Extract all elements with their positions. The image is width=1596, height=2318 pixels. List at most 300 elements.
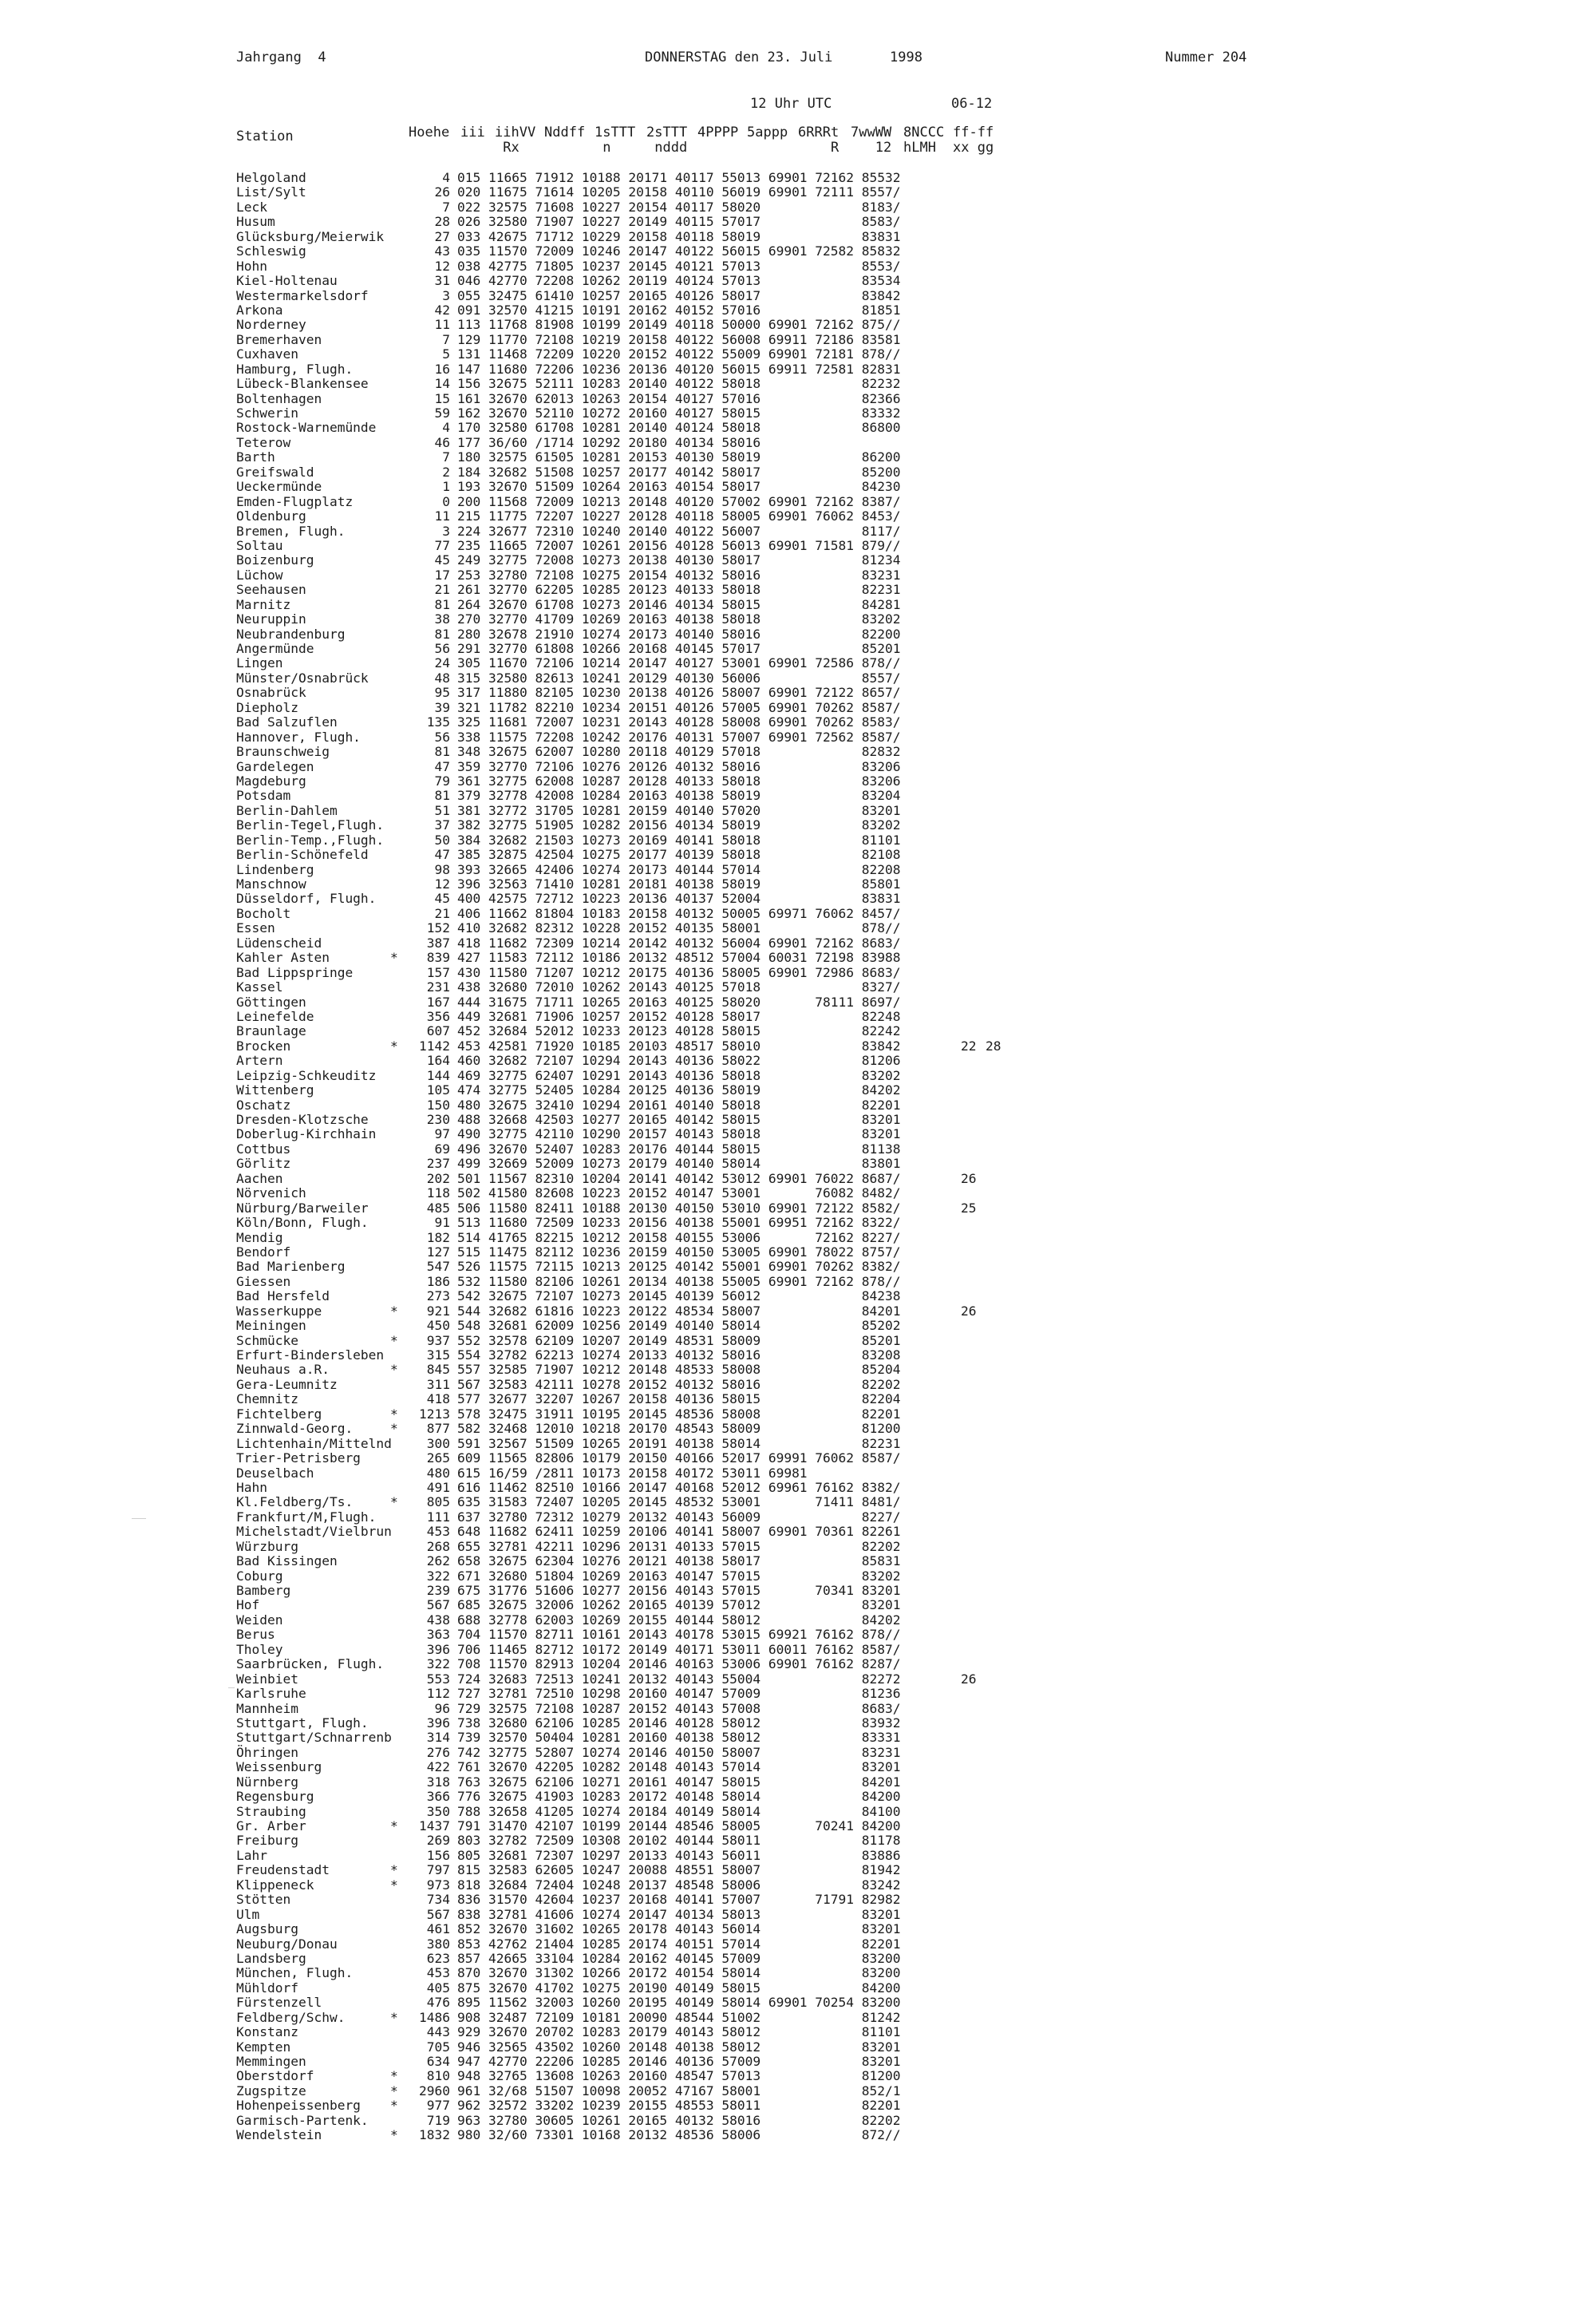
station-name: Berlin-Temp.,Flugh. — [236, 832, 385, 848]
synop-groups: 582 32468 12010 10218 20170 48543 58009 81200 — [457, 1421, 901, 1437]
synop-groups: 805 32681 72307 10297 20133 40143 56011 83886 — [457, 1847, 901, 1863]
table-row — [0, 495, 1596, 509]
station-name: Weinbiet — [236, 1671, 298, 1687]
table-row — [0, 980, 1596, 995]
station-elevation: 95 — [434, 685, 450, 701]
station-name: Artern — [236, 1053, 283, 1069]
station-elevation: 607 — [426, 1023, 450, 1039]
table-row — [0, 1849, 1596, 1863]
table-row — [0, 2114, 1596, 2128]
table-row — [0, 1908, 1596, 1922]
station-elevation: 182 — [426, 1229, 450, 1245]
mountain-marker: * — [390, 1038, 398, 1054]
station-elevation: 105 — [426, 1082, 450, 1098]
table-row — [0, 333, 1596, 347]
synop-groups: 763 32675 62106 10271 20161 40147 58015 84201 — [457, 1774, 901, 1790]
station-elevation: 422 — [426, 1759, 450, 1775]
synop-groups: 046 42770 72208 10262 20119 40124 57013 83534 — [457, 273, 901, 289]
station-elevation: 363 — [426, 1627, 450, 1643]
synop-groups: 853 42762 21404 10285 20174 40151 57014 82201 — [457, 1936, 901, 1952]
station-name: Emden-Flugplatz — [236, 493, 354, 509]
station-elevation: 37 — [434, 817, 450, 833]
station-elevation: 453 — [426, 1965, 450, 1981]
station-name: Rostock-Warnemünde — [236, 420, 377, 436]
station-name: Soltau — [236, 537, 283, 553]
station-elevation: 231 — [426, 979, 450, 995]
table-row — [0, 1231, 1596, 1245]
table-row — [0, 1069, 1596, 1083]
table-row — [0, 1319, 1596, 1333]
table-row — [0, 1805, 1596, 1819]
table-row — [0, 2098, 1596, 2113]
table-row — [0, 509, 1596, 524]
station-elevation: 39 — [434, 699, 450, 715]
column-subheader: Rx — [495, 140, 519, 156]
table-row — [0, 480, 1596, 494]
table-row — [0, 1525, 1596, 1539]
station-name: Deuselbach — [236, 1465, 314, 1481]
station-name: Weiden — [236, 1612, 283, 1628]
station-name: Coburg — [236, 1568, 283, 1584]
column-subheader: xx gg — [953, 140, 994, 156]
table-row — [0, 1142, 1596, 1157]
table-row — [0, 1996, 1596, 2010]
synop-groups: 384 32682 21503 10273 20169 40141 58018 81101 — [457, 832, 901, 848]
station-elevation: 31 — [434, 273, 450, 289]
station-elevation: 230 — [426, 1112, 450, 1127]
station-name: Norderney — [236, 317, 306, 333]
table-row — [0, 215, 1596, 229]
table-row — [0, 1216, 1596, 1230]
table-row — [0, 568, 1596, 583]
table-row — [0, 1304, 1596, 1319]
station-name: Zinnwald-Georg. — [236, 1421, 354, 1437]
synop-groups: 532 11580 82106 10261 20134 40138 55005 69901 72162 878// — [457, 1273, 901, 1289]
synop-groups: 727 32781 72510 10298 20160 40147 57009 81236 — [457, 1686, 901, 1702]
station-name: Ulm — [236, 1906, 260, 1922]
station-name: Trier-Petrisberg — [236, 1450, 361, 1466]
table-row — [0, 877, 1596, 892]
station-elevation: 47 — [434, 847, 450, 863]
station-elevation: 461 — [426, 1921, 450, 1937]
table-row — [0, 774, 1596, 789]
station-elevation: 237 — [426, 1156, 450, 1172]
synop-groups: 658 32675 62304 10276 20121 40138 58017 85831 — [457, 1553, 901, 1569]
synop-groups: 215 11775 72207 10227 20128 40118 58005 69901 76062 8453/ — [457, 508, 901, 524]
synop-groups: 648 11682 62411 10259 20106 40141 58007 69901 70361 82261 — [457, 1524, 901, 1540]
mountain-marker: * — [390, 1494, 398, 1510]
station-elevation: 810 — [426, 2068, 450, 2084]
table-row — [0, 1922, 1596, 1936]
synop-groups: 382 32775 51905 10282 20156 40134 58019 83202 — [457, 817, 901, 833]
synop-groups: 729 32575 72108 10287 20152 40143 57008 8683/ — [457, 1700, 901, 1716]
station-name: Boltenhagen — [236, 390, 322, 406]
station-elevation: 157 — [426, 964, 450, 980]
station-elevation: 7 — [442, 449, 450, 465]
table-row — [0, 833, 1596, 848]
station-name: Erfurt-Bindersleben — [236, 1347, 385, 1363]
table-row — [0, 1392, 1596, 1406]
station-name: Marnitz — [236, 596, 291, 612]
table-row — [0, 2025, 1596, 2039]
station-name: Oldenburg — [236, 508, 306, 524]
station-name: Meiningen — [236, 1318, 306, 1334]
synop-groups: 055 32475 61410 10257 20165 40126 58017 83842 — [457, 287, 901, 303]
synop-groups: 490 32775 42110 10290 20157 40143 58018 83201 — [457, 1126, 901, 1142]
synop-groups: 348 32675 62007 10280 20118 40129 57018 82832 — [457, 744, 901, 760]
station-elevation: 322 — [426, 1656, 450, 1672]
station-elevation: 623 — [426, 1950, 450, 1966]
station-elevation: 150 — [426, 1097, 450, 1113]
station-name: Hohn — [236, 258, 267, 274]
table-row — [0, 553, 1596, 568]
station-name: Lüdenscheid — [236, 935, 322, 951]
station-elevation: 705 — [426, 2039, 450, 2055]
table-row — [0, 598, 1596, 612]
station-name: Wendelstein — [236, 2127, 322, 2143]
station-name: Neuburg/Donau — [236, 1936, 338, 1952]
synop-groups: 502 41580 82608 10223 20152 40147 53001 76082 8482/ — [457, 1185, 901, 1201]
station-elevation: 443 — [426, 2024, 450, 2040]
station-name: Frankfurt/M,Flugh. — [236, 1509, 377, 1525]
table-row — [0, 406, 1596, 421]
station-elevation: 805 — [426, 1494, 450, 1510]
station-name: Schwerin — [236, 405, 298, 421]
table-row — [0, 1731, 1596, 1745]
synop-groups: 788 32658 41205 10274 20184 40149 58014 84100 — [457, 1803, 901, 1819]
mountain-marker: * — [390, 2127, 398, 2143]
table-row — [0, 863, 1596, 877]
table-row — [0, 1819, 1596, 1833]
station-name: Regensburg — [236, 1789, 314, 1805]
table-row — [0, 1466, 1596, 1481]
table-row — [0, 362, 1596, 377]
table-row — [0, 1672, 1596, 1687]
station-name: Oschatz — [236, 1097, 291, 1113]
synop-groups: 038 42775 71805 10237 20145 40121 57013 8553/ — [457, 258, 901, 274]
station-name: Helgoland — [236, 170, 306, 185]
table-row — [0, 1598, 1596, 1612]
station-elevation: 111 — [426, 1509, 450, 1525]
station-name: Berus — [236, 1627, 275, 1643]
table-row — [0, 1481, 1596, 1495]
station-elevation: 135 — [426, 714, 450, 730]
station-name: Öhringen — [236, 1744, 298, 1760]
table-row — [0, 1245, 1596, 1260]
station-elevation: 734 — [426, 1892, 450, 1908]
column-subheader: nddd — [646, 140, 688, 156]
synop-groups: 544 32682 61816 10223 20122 48534 58007 84201 — [457, 1303, 901, 1319]
station-elevation: 1832 — [419, 2127, 450, 2143]
synop-groups: 655 32781 42211 10296 20131 40133 57015 82202 — [457, 1538, 901, 1554]
margin-mark — [132, 1518, 146, 1519]
station-name: Bamberg — [236, 1583, 291, 1598]
column-header: 7wwWW — [851, 125, 892, 140]
station-name: Schmücke — [236, 1332, 298, 1348]
synop-groups: 381 32772 31705 10281 20159 40140 57020 83201 — [457, 802, 901, 818]
wind-gust-value: 26 — [961, 1303, 977, 1319]
station-elevation: 7 — [442, 331, 450, 347]
synop-groups: 452 32684 52012 10233 20123 40128 58015 82242 — [457, 1023, 901, 1039]
station-name: Lindenberg — [236, 861, 314, 877]
station-name: Teterow — [236, 434, 291, 450]
station-name: Kiel-Holtenau — [236, 273, 338, 289]
table-row — [0, 1157, 1596, 1171]
table-row — [0, 2084, 1596, 2098]
table-row — [0, 1422, 1596, 1436]
column-header: 2sTTT — [646, 125, 688, 140]
table-row — [0, 1172, 1596, 1186]
synop-groups: 577 32677 32207 10267 20158 40136 58015 82204 — [457, 1391, 901, 1407]
table-row — [0, 1554, 1596, 1568]
station-name: Aachen — [236, 1170, 283, 1186]
station-elevation: 350 — [426, 1803, 450, 1819]
station-elevation: 59 — [434, 405, 450, 421]
wind-gust-value: 25 — [961, 1200, 977, 1216]
station-elevation: 24 — [434, 655, 450, 671]
synop-groups: 270 32770 41709 10269 20163 40138 58018 83202 — [457, 611, 901, 627]
station-name: Arkona — [236, 302, 283, 318]
station-elevation: 877 — [426, 1421, 450, 1437]
station-elevation: 202 — [426, 1170, 450, 1186]
column-subheader: 12 — [851, 140, 892, 156]
table-row — [0, 1510, 1596, 1525]
synop-groups: 947 42770 22206 10285 20146 40136 57009 83201 — [457, 2054, 901, 2069]
synop-groups: 742 32775 52807 10274 20146 40150 58007 83231 — [457, 1744, 901, 1760]
station-name: Bad Salzuflen — [236, 714, 338, 730]
table-row — [0, 1643, 1596, 1657]
volume-label: Jahrgang 4 — [236, 49, 326, 65]
synop-groups: 963 32780 30605 10261 20165 40132 58016 82202 — [457, 2112, 901, 2128]
station-name: Feldberg/Schw. — [236, 2009, 346, 2025]
synop-groups: 688 32778 62003 10269 20155 40144 58012 84202 — [457, 1612, 901, 1628]
synop-groups: 488 32668 42503 10277 20165 40142 58015 83201 — [457, 1112, 901, 1127]
synop-groups: 474 32775 52405 10284 20125 40136 58019 84202 — [457, 1082, 901, 1098]
station-elevation: 167 — [426, 994, 450, 1010]
synop-groups: 929 32670 20702 10283 20179 40143 58012 81101 — [457, 2024, 901, 2040]
station-elevation: 450 — [426, 1318, 450, 1334]
station-elevation: 262 — [426, 1553, 450, 1569]
station-name: Braunschweig — [236, 744, 330, 760]
table-row — [0, 1981, 1596, 1996]
station-elevation: 50 — [434, 832, 450, 848]
station-name: Weissenburg — [236, 1759, 322, 1775]
table-row — [0, 421, 1596, 435]
synop-groups: 671 32680 51804 10269 20163 40147 57015 83202 — [457, 1568, 901, 1584]
mountain-marker: * — [390, 1303, 398, 1319]
table-row — [0, 1275, 1596, 1289]
station-elevation: 12 — [434, 258, 450, 274]
synop-groups: 946 32565 43502 10260 20148 40138 58012 83201 — [457, 2039, 901, 2055]
table-row — [0, 185, 1596, 200]
station-elevation: 81 — [434, 788, 450, 804]
station-elevation: 453 — [426, 1524, 450, 1540]
station-elevation: 144 — [426, 1067, 450, 1083]
station-elevation: 839 — [426, 950, 450, 966]
station-name: Wittenberg — [236, 1082, 314, 1098]
table-row — [0, 1952, 1596, 1966]
synop-groups: 430 11580 71207 10212 20175 40136 58005 69901 72986 8683/ — [457, 964, 901, 980]
station-elevation: 273 — [426, 1288, 450, 1304]
synop-groups: 200 11568 72009 10213 20148 40120 57002 69901 72162 8387/ — [457, 493, 901, 509]
station-name: Angermünde — [236, 641, 314, 656]
station-elevation: 405 — [426, 1980, 450, 1996]
issue-number: Nummer 204 — [1165, 49, 1247, 65]
station-elevation: 38 — [434, 611, 450, 627]
station-name: Stuttgart, Flugh. — [236, 1715, 369, 1731]
station-name: Augsburg — [236, 1921, 298, 1937]
station-name: Neuruppin — [236, 611, 306, 627]
station-elevation: 396 — [426, 1641, 450, 1657]
table-row — [0, 392, 1596, 406]
table-row — [0, 936, 1596, 951]
synop-groups: 015 11665 71912 10188 20171 40117 55013 69901 72162 85532 — [457, 170, 901, 185]
station-elevation: 28 — [434, 214, 450, 230]
station-name: Köln/Bonn, Flugh. — [236, 1215, 369, 1231]
table-row — [0, 671, 1596, 686]
station-name: Memmingen — [236, 2054, 306, 2069]
station-name: Magdeburg — [236, 773, 306, 789]
mountain-marker: * — [390, 1332, 398, 1348]
table-row — [0, 1687, 1596, 1701]
synop-groups: 410 32682 82312 10228 20152 40135 58001 878// — [457, 920, 901, 936]
table-row — [0, 1775, 1596, 1790]
table-row — [0, 318, 1596, 332]
station-elevation: 47 — [434, 758, 450, 774]
station-elevation: 27 — [434, 228, 450, 244]
table-row — [0, 1584, 1596, 1598]
station-elevation: 438 — [426, 1612, 450, 1628]
synop-groups: 836 31570 42604 10237 20168 40141 57007 71791 82982 — [457, 1892, 901, 1908]
mountain-marker: * — [390, 1818, 398, 1833]
mountain-marker: * — [390, 950, 398, 966]
station-elevation: 51 — [434, 802, 450, 818]
station-elevation: 11 — [434, 508, 450, 524]
station-elevation: 318 — [426, 1774, 450, 1790]
table-row — [0, 436, 1596, 450]
synop-groups: 180 32575 61505 10281 20153 40130 58019 86200 — [457, 449, 901, 465]
table-row — [0, 2055, 1596, 2069]
synop-groups: 675 31776 51606 10277 20156 40143 57015 70341 83201 — [457, 1583, 901, 1598]
station-elevation: 12 — [434, 876, 450, 892]
station-name: Stuttgart/Schnarrenb — [236, 1730, 392, 1746]
station-elevation: 485 — [426, 1200, 450, 1216]
station-name: Kassel — [236, 979, 283, 995]
synop-groups: 418 11682 72309 10214 20142 40132 56004 69901 72162 8683/ — [457, 935, 901, 951]
synop-groups: 499 32669 52009 10273 20179 40140 58014 83801 — [457, 1156, 901, 1172]
station-elevation: 156 — [426, 1847, 450, 1863]
station-elevation: 164 — [426, 1053, 450, 1069]
station-elevation: 269 — [426, 1833, 450, 1849]
station-elevation: 797 — [426, 1862, 450, 1878]
synop-groups: 161 32670 62013 10263 20154 40127 57016 82366 — [457, 390, 901, 406]
station-name: Bendorf — [236, 1244, 291, 1260]
column-header: ff-ff — [953, 125, 994, 140]
mountain-marker: * — [390, 1362, 398, 1378]
table-row — [0, 686, 1596, 700]
table-row — [0, 642, 1596, 656]
synop-groups: 449 32681 71906 10257 20152 40128 58017 82248 — [457, 1008, 901, 1024]
station-elevation: 418 — [426, 1391, 450, 1407]
synop-groups: 026 32580 71907 10227 20149 40115 57017 8583/ — [457, 214, 901, 230]
synop-groups: 129 11770 72108 10219 20158 40122 56008 69911 72186 83581 — [457, 331, 901, 347]
table-row — [0, 1540, 1596, 1554]
synop-groups: 724 32683 72513 10241 20132 40143 55004 82272 — [457, 1671, 901, 1687]
station-elevation: 1437 — [419, 1818, 450, 1833]
station-name: Straubing — [236, 1803, 306, 1819]
synop-groups: 567 32583 42111 10278 20152 40132 58016 82202 — [457, 1376, 901, 1392]
synop-groups: 453 42581 71920 10185 20103 48517 58010 83842 — [457, 1038, 901, 1054]
station-name: Hamburg, Flugh. — [236, 361, 354, 377]
column-header: 1sTTT — [595, 125, 636, 140]
table-row — [0, 701, 1596, 715]
column-header: iii — [460, 125, 485, 140]
synop-groups: 033 42675 71712 10229 20158 40118 58019 83831 — [457, 228, 901, 244]
synop-groups: 739 32570 50404 10281 20160 40138 58012 83331 — [457, 1730, 901, 1746]
synop-groups: 361 32775 62008 10287 20128 40133 58018 83206 — [457, 773, 901, 789]
station-name: Cuxhaven — [236, 346, 298, 362]
synop-groups: 514 41765 82215 10212 20158 40155 53006 72162 8227/ — [457, 1229, 901, 1245]
synop-groups: 870 32670 31302 10266 20172 40154 58014 83200 — [457, 1965, 901, 1981]
station-name: Lingen — [236, 655, 283, 671]
station-elevation: 186 — [426, 1273, 450, 1289]
table-row — [0, 524, 1596, 539]
station-name: Bremerhaven — [236, 331, 322, 347]
station-elevation: 239 — [426, 1583, 450, 1598]
table-row — [0, 1363, 1596, 1377]
station-elevation: 118 — [426, 1185, 450, 1201]
table-row — [0, 200, 1596, 215]
station-elevation: 81 — [434, 744, 450, 760]
station-name: Nürburg/Barweiler — [236, 1200, 369, 1216]
station-name: Gr. Arber — [236, 1818, 306, 1833]
table-row — [0, 2040, 1596, 2055]
table-row — [0, 1451, 1596, 1466]
station-elevation: 3 — [442, 287, 450, 303]
station-name: Hannover, Flugh. — [236, 729, 361, 745]
synop-groups: 156 32675 52111 10283 20140 40122 58018 82232 — [457, 376, 901, 392]
station-name: Mannheim — [236, 1700, 298, 1716]
station-name: Berlin-Tegel,Flugh. — [236, 817, 385, 833]
synop-groups: 280 32678 21910 10274 20173 40140 58016 82200 — [457, 626, 901, 642]
table-row — [0, 2011, 1596, 2025]
station-elevation: 2960 — [419, 2083, 450, 2098]
mountain-marker: * — [390, 2098, 398, 2114]
synop-groups: 147 11680 72206 10236 20136 40120 56015 69911 72581 82831 — [457, 361, 901, 377]
station-name: Lübeck-Blankensee — [236, 376, 369, 392]
synop-groups: 838 32781 41606 10274 20147 40134 58013 83201 — [457, 1906, 901, 1922]
station-name: Stötten — [236, 1892, 291, 1908]
station-name: Würzburg — [236, 1538, 298, 1554]
synop-groups: 578 32475 31911 10195 20145 48536 58008 82201 — [457, 1406, 901, 1422]
table-row — [0, 244, 1596, 259]
wind-gust-value: 22 — [961, 1038, 977, 1054]
synop-groups: 460 32682 72107 10294 20143 40136 58022 81206 — [457, 1053, 901, 1069]
margin-mark — [228, 1687, 235, 1688]
synop-groups: 542 32675 72107 10273 20145 40139 56012 84238 — [457, 1288, 901, 1304]
station-elevation: 366 — [426, 1789, 450, 1805]
station-name: Husum — [236, 214, 275, 230]
synop-groups: 396 32563 71410 10281 20181 40138 58019 85801 — [457, 876, 901, 892]
station-name: Zugspitze — [236, 2083, 306, 2098]
table-row — [0, 1437, 1596, 1451]
station-elevation: 322 — [426, 1568, 450, 1584]
mountain-marker: * — [390, 2083, 398, 2098]
synop-groups: 948 32765 13608 10263 20160 48547 57013 81200 — [457, 2068, 901, 2084]
station-elevation: 0 — [442, 493, 450, 509]
station-elevation: 26 — [434, 184, 450, 200]
station-elevation: 387 — [426, 935, 450, 951]
